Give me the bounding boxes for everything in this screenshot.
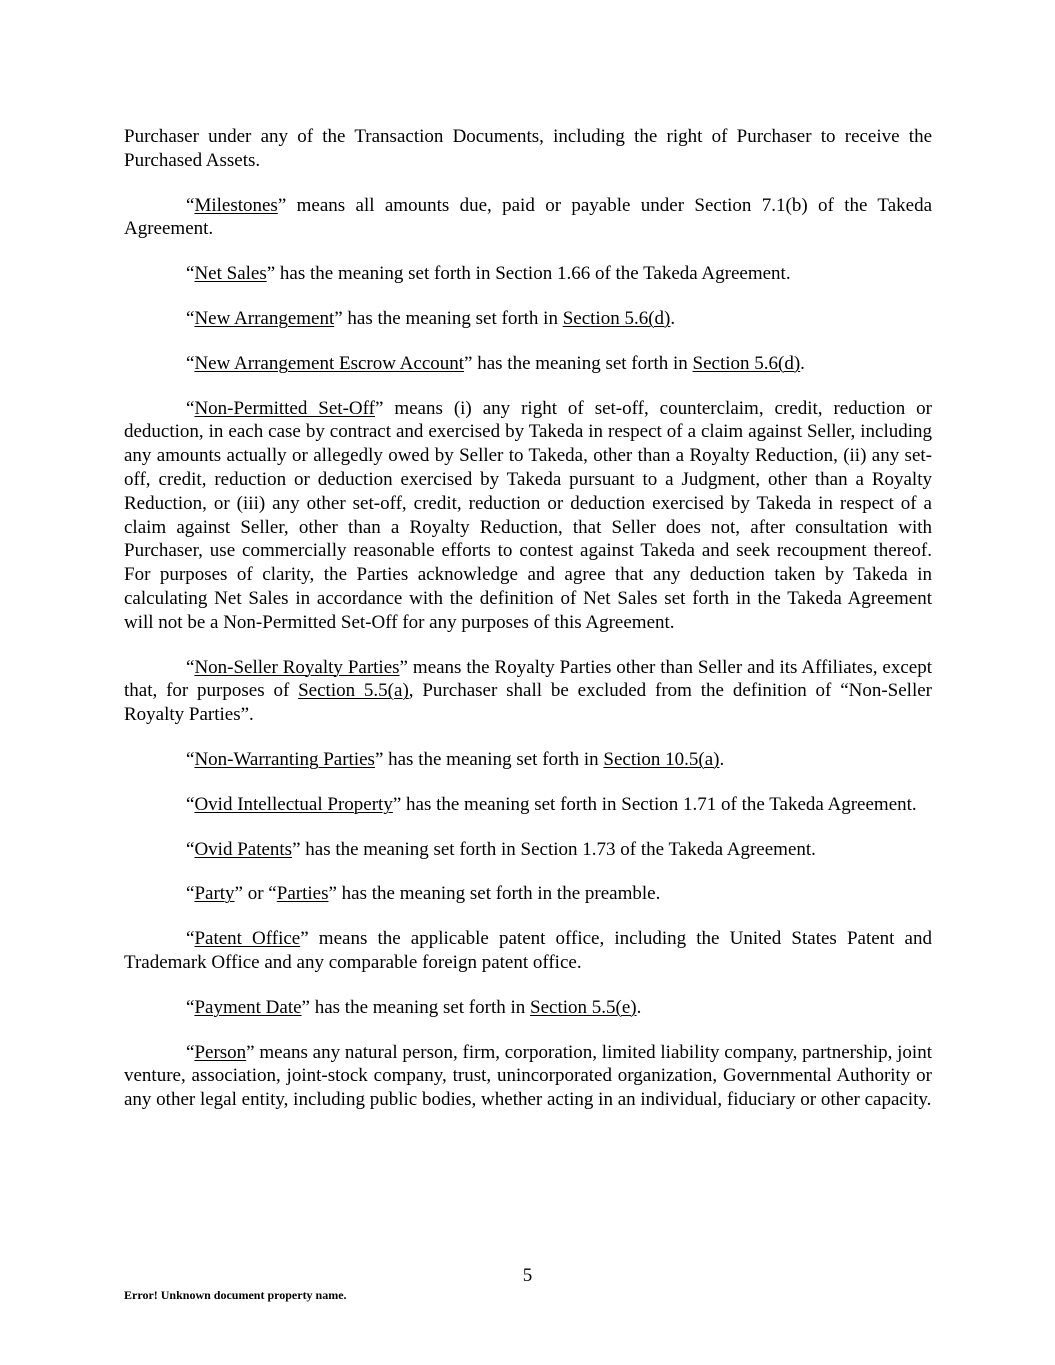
defined-term: Ovid Patents [194, 838, 293, 860]
document-body [124, 125, 932, 1133]
definition-end: . [719, 748, 725, 770]
definition-patent-office: “Patent Office” means the applicable patent office, including the United States Patent and Trademark Office and any comparable foreign patent office. [124, 928, 932, 973]
definition-non-permitted-set-off: “Non-Permitted Set-Off” means (i) any right of set-off, counterclaim, credit, reduction or deduction, in each case by contract and exercised by Takeda in respect of a claim against Seller, including any amounts actually or allegedly owed by Seller to Takeda, other than a Royalty Reduction, (ii) any set-off, credit, reduction or deduction exercised by Takeda pursuant to a Judgment, other than a Royalty Reduction, or (iii) any other set-off, credit, reduction or deduction exercised by Takeda in respect of a claim against Seller, other than a Royalty Reduction, that Seller does not, after consultation with Purchaser, use commercially reasonable efforts to contest against Takeda and seek recoupment thereof. For purposes of clarity, the Parties acknowledge and agree that any deduction taken by Takeda in calculating Net Sales in accordance with the definition of Net Sales set forth in the Takeda Agreement will not be a Non-Permitted Set-Off for any purposes of this Agreement. [124, 397, 932, 633]
defined-term: Ovid Intellectual Property [194, 793, 393, 815]
defined-term: Milestones [194, 194, 278, 216]
section-reference: Section 5.6(d) [562, 307, 671, 329]
definition-text: ” has the meaning set forth in [374, 748, 604, 770]
defined-term: Non-Warranting Parties [194, 748, 375, 770]
definition-new-arrangement-escrow-account: “New Arrangement Escrow Account” has the meaning set forth in Section 5.6(d). [186, 352, 805, 374]
definition-text: ” has the meaning set forth in Section 1.73 of the Takeda Agreement. [292, 838, 816, 860]
defined-term: New Arrangement Escrow Account [194, 352, 465, 374]
definition-text: ” means any natural person, firm, corporation, limited liability company, partnership, joint venture, association, joint-stock company, trust, unincorporated organization, Governmental Authority or any other legal entity, including public bodies, whether acting in an individual, fiduciary or other capacity. [124, 1041, 932, 1111]
definition-text: ” means the applicable patent office, including the United States Patent and Trademark Office and any comparable foreign patent office. [124, 928, 932, 973]
definition-end: , Purchaser shall be excluded from the definition of “Non-Seller Royalty Parties”. [124, 680, 932, 726]
section-reference: Section 5.6(d) [692, 352, 801, 374]
definition-ovid-patents: “Ovid Patents” has the meaning set forth in Section 1.73 of the Takeda Agreement. [186, 838, 816, 860]
definition-new-arrangement: “New Arrangement” has the meaning set forth in Section 5.6(d). [186, 307, 676, 329]
definition-end: . [636, 996, 642, 1018]
definition-text: ” has the meaning set forth in Section 1.66 of the Takeda Agreement. [266, 263, 791, 285]
section-reference: Section 10.5(a) [603, 748, 720, 770]
definition-payment-date: “Payment Date” has the meaning set forth in Section 5.5(e). [186, 996, 642, 1018]
definition-non-seller-royalty-parties: “Non-Seller Royalty Parties” means the Royalty Parties other than Seller and its Affiliates, except that, for purposes of Section 5.5(a), Purchaser shall be excluded from the definition of “Non-Seller Royalty Parties”. [124, 656, 932, 726]
definition-end: . [800, 352, 805, 374]
page-number: 5 [522, 1265, 533, 1286]
continuation-paragraph [124, 125, 932, 173]
definition-net-sales: “Net Sales” has the meaning set forth in Section 1.66 of the Takeda Agreement. [186, 263, 791, 285]
footer-note: Error! Unknown document property name. [124, 1288, 347, 1302]
section-reference: Section 5.5(a) [298, 680, 409, 702]
defined-term: Non-Seller Royalty Parties [194, 656, 400, 678]
defined-term: Net Sales [194, 263, 267, 285]
definition-text: ” has the meaning set forth in the preamble. [328, 883, 661, 905]
definition-end: . [670, 307, 676, 329]
defined-term: Person [194, 1041, 247, 1063]
defined-term: Payment Date [194, 996, 302, 1018]
defined-term: Non-Permitted Set-Off [194, 397, 375, 419]
defined-term-alt: Parties [276, 883, 329, 905]
definition-milestones: “Milestones” means all amounts due, paid or payable under Section 7.1(b) of the Takeda Agreement. [124, 194, 932, 240]
definition-person: “Person” means any natural person, firm, corporation, limited liability company, partnership, joint venture, association, joint-stock company, trust, unincorporated organization, Governmental Authority or any other legal entity, including public bodies, whether acting in an individual, fiduciary or other capacity. [124, 1041, 932, 1111]
definition-text: ” has the meaning set forth in [301, 996, 531, 1018]
definition-connector: ” or “ [234, 883, 277, 905]
definition-text: ” means the Royalty Parties other than Seller and its Affiliates, except that, for purposes of [124, 656, 932, 702]
defined-term: New Arrangement [194, 307, 335, 329]
continuation-text: Purchaser under any of the Transaction Documents, including the right of Purchaser to receive the Purchased Assets. [124, 126, 932, 171]
defined-term: Party [194, 883, 235, 905]
definition-ovid-intellectual-property: “Ovid Intellectual Property” has the meaning set forth in Section 1.71 of the Takeda Agreement. [186, 793, 917, 815]
definition-non-warranting-parties: “Non-Warranting Parties” has the meaning set forth in Section 10.5(a). [186, 748, 725, 770]
definition-text: ” means (i) any right of set-off, counterclaim, credit, reduction or deduction, in each case by contract and exercised by Takeda in respect of a claim against Seller, including any amounts actually or allegedly owed by Seller to Takeda, other than a Royalty Reduction, (ii) any set-off, credit, reduction or deduction exercised by Takeda pursuant to a Judgment, other than a Royalty Reduction, or (iii) any other set-off, credit, reduction or deduction exercised by Takeda in respect of a claim against Seller, other than a Royalty Reduction, that Seller does not, after consultation with Purchaser, use commercially reasonable efforts to contest against Takeda and seek recoupment thereof. For purposes of clarity, the Parties acknowledge and agree that any deduction taken by Takeda in calculating Net Sales in accordance with the definition of Net Sales set forth in the Takeda Agreement will not be a Non-Permitted Set-Off for any purposes of this Agreement. [124, 397, 932, 633]
definition-text: ” has the meaning set forth in Section 1.71 of the Takeda Agreement. [392, 793, 917, 815]
defined-term: Patent Office [194, 928, 301, 950]
definition-party: “Party” or “Parties” has the meaning set forth in the preamble. [186, 883, 661, 905]
definition-text: ” means all amounts due, paid or payable under Section 7.1(b) of the Takeda Agreement. [124, 194, 932, 240]
section-reference: Section 5.5(e) [530, 996, 637, 1018]
definition-text: ” has the meaning set forth in [334, 307, 563, 329]
definition-text: ” has the meaning set forth in [464, 352, 693, 374]
